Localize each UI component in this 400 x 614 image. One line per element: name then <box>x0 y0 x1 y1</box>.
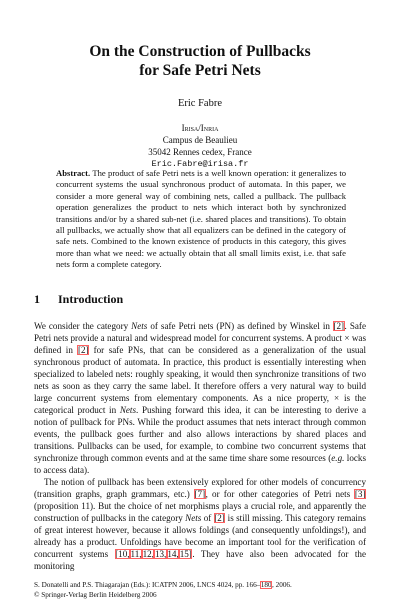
text-run: We consider the category <box>34 321 132 331</box>
abstract <box>56 168 346 271</box>
citation-link[interactable]: [7] <box>194 489 206 499</box>
text-run: The notion of pullback has been extensively explored for other models of concurrency (transition graphs, graph grammars, etc.) <box>34 477 366 499</box>
citation-link[interactable]: [2] <box>333 321 345 331</box>
text-run: . Pushing forward this idea, it can be interesting to derive a notion of pullback for PNs. While the product assumes that nets interact through common events, the pullback goes further and also allows interactions by shared places and transitions. Pullbacks can be used, for example, to combine two concurrent systems that synchronize through common events and at the same time share some resources ( <box>34 405 366 463</box>
page-footer <box>34 581 366 600</box>
section-number: 1 <box>34 292 40 306</box>
citation-link[interactable]: [3] <box>354 489 366 499</box>
author-name: Eric Fabre <box>177 98 223 109</box>
section-body <box>34 320 366 572</box>
text-run: of safe Petri nets (PN) as defined by Winskel in <box>147 321 333 331</box>
text-run: . Safe Petri nets provide a natural and widespread model for concurrent systems. A product × was defined in <box>34 321 366 355</box>
section-heading <box>34 292 123 307</box>
page-link[interactable]: 180 <box>260 581 272 589</box>
category-name: Nets <box>119 405 136 415</box>
title-line-2: for Safe Petri Nets <box>139 62 261 79</box>
footer-citation <box>34 581 366 591</box>
citation-link[interactable]: 12, <box>142 549 154 559</box>
text-run: locks to access data). <box>34 453 366 475</box>
footer-copyright: © Springer-Verlag Berlin Heidelberg 2006 <box>34 590 157 599</box>
affiliation-city: 35042 Rennes cedex, France <box>148 147 252 157</box>
section-title: Introduction <box>58 292 124 306</box>
text-run: S. Donatelli and P.S. Thiagarajan (Eds.): ICATPN 2006, LNCS 4024, pp. 166– <box>34 581 261 589</box>
text-run: for safe PNs, that can be considered as a generalization of the usual synchronous product of automata. In practice, this product is essentially interesting when specialized to labeled nets: roughly speaking, it would then synchronize transitions of two nets as soon as they carry the same label. It therefore offers a very natural way to build large concurrent systems from elementary components. As a nice property, × is the categorical product in <box>34 345 366 415</box>
citation-link[interactable]: 11, <box>130 549 142 559</box>
paragraph-2 <box>34 476 366 572</box>
text-run: . They have also been advocated for the monitoring <box>34 549 366 571</box>
category-name: Nets <box>131 321 148 331</box>
text-run: , or for other categories of Petri nets <box>205 489 355 499</box>
text-run: , 2006. <box>272 581 292 589</box>
text-run: of <box>201 513 214 523</box>
affiliation <box>40 122 360 170</box>
citation-link[interactable]: [2] <box>77 345 89 355</box>
citation-link[interactable]: [2] <box>214 513 225 523</box>
paper-title <box>40 42 360 80</box>
abstract-label: Abstract. <box>56 168 91 178</box>
citation-link[interactable]: 13, <box>154 549 167 559</box>
abbreviation: e.g. <box>331 453 345 463</box>
abstract-text: The product of safe Petri nets is a well known operation: it generalizes to concurrent systems the usual synchronous product of automata. In this paper, we consider a more general way of combining nets, called a pullback. The pullback operation generalizes the product to nets which interact both by synchronized transitions and/or by a shared sub-net (i.e. shared places and transitions). To obtain all pullbacks, we actually show that all equalizers can be defined in the category of safe nets. Combined to the known existence of products in this category, this gives more than what we need: we actually obtain that all small limits exist, i.e. that safe nets form a complete category. <box>56 168 346 270</box>
citation-link[interactable]: 14, <box>167 549 179 559</box>
affiliation-street: Campus de Beaulieu <box>162 135 238 145</box>
title-line-1: On the Construction of Pullbacks <box>89 43 311 60</box>
affiliation-institute: Irisa/Inria <box>181 123 219 133</box>
text-run: is still missing. This category remains of great interest however, because it allows foldings (and consequently unfoldings!), and already has a product. Unfoldings have become an important tool for the verification of concurrent systems <box>34 513 366 559</box>
paragraph-1 <box>34 320 366 476</box>
author-email[interactable]: Eric.Fabre@irisa.fr <box>151 159 249 169</box>
category-name: Nets <box>185 513 202 523</box>
citation-link[interactable]: [10, <box>115 549 130 559</box>
citation-link[interactable]: 15] <box>179 549 192 559</box>
text-run: (proposition 11). But the choice of net morphisms plays a crucial role, and apparently the construction of pullbacks in the category <box>34 501 366 523</box>
